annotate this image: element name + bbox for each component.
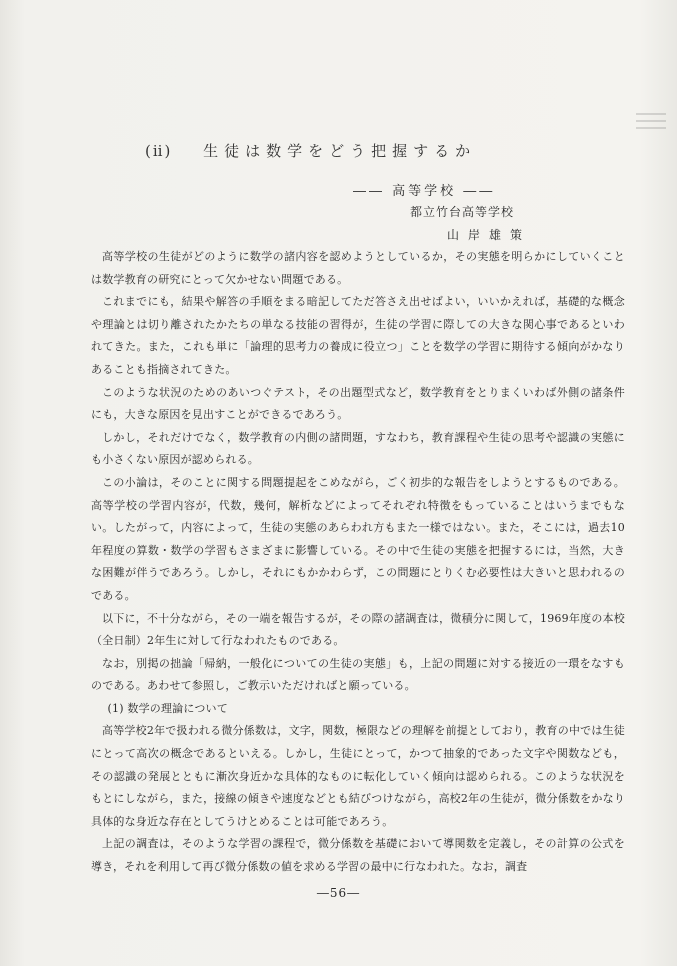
school-name: 都立竹台高等学校 bbox=[410, 205, 515, 219]
section-number: (ⅱ) bbox=[145, 142, 173, 160]
paragraph: 高等学校2年で扱われる微分係数は，文字，関数，極限などの理解を前提としており，教育の中では生徒にとって高次の概念であるといえる。しかし，生徒にとって，かつて抽象的であった文字や関数なども，その認識の発展とともに漸次身近かな具体的なものに転化していく傾向は認められる。このような状況をもとにしながら，また，接線の傾きや速度などとも結びつけながら，高校2年の生徒が，微分係数をかなり具体的な身近な存在としてうけとめることは可能であろう。 bbox=[91, 724, 625, 828]
paragraph: 以下に，不十分ながら，その一端を報告するが，その際の諸調査は，微積分に関して，1969年度の本校（全日制）2年生に対して行なわれたものである。 bbox=[91, 611, 625, 648]
author-name: 山岸雄策 bbox=[447, 228, 532, 242]
body-text bbox=[91, 246, 625, 879]
section-title bbox=[145, 140, 476, 161]
paragraph: しかし，それだけでなく，数学教育の内側の諸問題，すなわち，教育課程や生徒の思考や認識の実態にも小さくない原因が認められる。 bbox=[91, 430, 625, 467]
bleed-through-marks bbox=[636, 108, 676, 148]
paragraph: なお，別掲の拙論「帰納，一般化についての生徒の実態」も，上記の問題に対する接近の一環をなすものである。あわせて参照し，ご教示いただければと願っている。 bbox=[91, 656, 625, 693]
page-number: ―56― bbox=[316, 886, 361, 900]
school-heading: ―― 高等学校 ―― bbox=[353, 184, 496, 199]
paragraph: これまでにも，結果や解答の手順をまる暗記してただ答さえ出せばよい，いいかえれば，基礎的な概念や理論とは切り離されたかたちの単なる技能の習得が，生徒の学習に際しての大きな関心事であるといわれてきた。また，これも単に「論理的思考力の養成に役立つ」ことを数学の学習に期待する傾向がかなりあることも指摘されてきた。 bbox=[91, 295, 625, 376]
paragraph: 高等学校の生徒がどのように数学の諸内容を認めようとしているか，その実態を明らかにしていくことは数学教育の研究にとって欠かせない問題である。 bbox=[91, 250, 625, 286]
section-title-text: 生徒は数学をどう把握するか bbox=[203, 142, 477, 160]
paragraph: この小論は，そのことに関する問題提起をこめながら，ごく初歩的な報告をしようとするものである。高等学校の学習内容が，代数，幾何，解析などによってそれぞれ特徴をもっていることはいうまでもない。したがって，内容によって，生徒の実態のあらわれ方もまた一様ではない。また，そこには，過去10年程度の算数・数学の学習もさまざまに影響している。その中で生徒の実態を把握するには，当然，大きな困難が伴うであろう。しかし，それにもかかわらず，この問題にとりくむ必要性は大きいと思われるのである。 bbox=[91, 475, 625, 602]
paragraph: このような状況のためのあいつぐテスト，その出題型式など，数学教育をとりまくいわば外側の諸条件にも，大きな原因を見出すことができるであろう。 bbox=[91, 385, 625, 422]
paragraph: 上記の調査は，そのような学習の課程で，微分係数を基礎において導関数を定義し，その計算の公式を導き，それを利用して再び微分係数の値を求める学習の最中に行なわれた。なお，調査 bbox=[91, 837, 625, 874]
subsection-heading: (1) 数学の理論について bbox=[107, 701, 228, 715]
